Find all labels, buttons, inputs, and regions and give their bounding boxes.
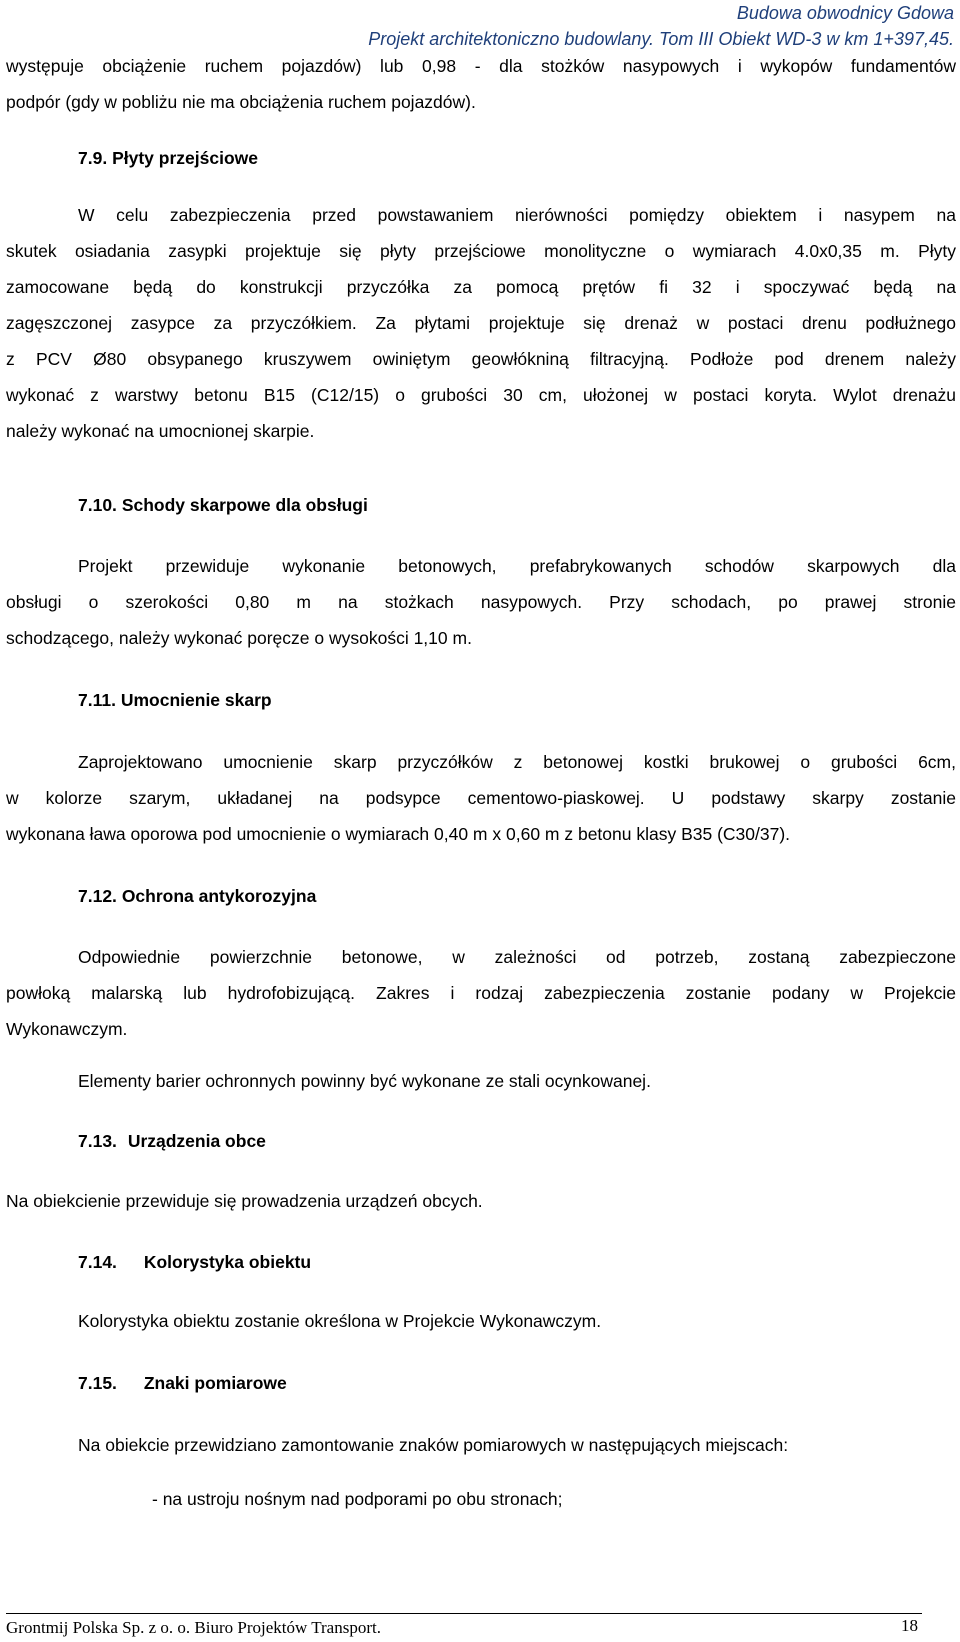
section-number: 7.12. [78,886,117,906]
section-number: 7.9. [78,148,108,168]
paragraph-line: W celu zabezpieczenia przed powstawaniem nierówności pomiędzy obiektem i nasypem na [78,205,956,225]
section-heading-7-13 [78,1131,266,1152]
section-title: Ochrona antykorozyjna [121,886,317,906]
paragraph-line: należy wykonać na umocnionej skarpie. [6,421,315,441]
section-7-12-paragraph-2: Elementy barier ochronnych powinny być wykonane ze stali ocynkowanej. [78,1071,651,1091]
paragraph-line: w kolorze szarym, układanej na podsypce cementowo-piaskowej. U podstawy skarpy zostanie [6,788,956,808]
paragraph-line: schodzącego, należy wykonać poręcze o wysokości 1,10 m. [6,628,472,648]
section-heading-7-10 [78,495,368,516]
intro-paragraph [6,48,956,120]
section-7-10-paragraph [6,548,956,656]
paragraph-line: skutek osiadania zasypki projektuje się płyty przejściowe monolityczne o wymiarach 4.0x0,35 m. Płyty [6,241,956,261]
section-number: 7.13. [78,1131,117,1151]
section-number: 7.10. [78,495,117,515]
section-number: 7.14. [78,1252,117,1272]
paragraph-line: zamocowane będą do konstrukcji przyczółka za pomocą prętów fi 32 i spoczywać będą na [6,277,956,297]
section-title: Schody skarpowe dla obsługi [121,495,368,515]
section-heading-7-14 [78,1252,311,1273]
page-number: 18 [901,1616,918,1635]
paragraph-line: zagęszczonej zasypce za przyczółkiem. Za płytami projektuje się drenaż w postaci drenu podłużnego [6,313,956,333]
paragraph-line: wykonać z warstwy betonu B15 (C12/15) o grubości 30 cm, ułożonej w postaci koryta. Wylot drenażu [6,385,956,405]
section-7-13-paragraph: Na obiekcienie przewiduje się prowadzenia urządzeń obcych. [6,1191,483,1211]
section-7-9-paragraph [6,197,956,449]
section-heading-7-12 [78,886,316,907]
header-project-title: Budowa obwodnicy Gdowa [736,3,954,23]
section-title: Umocnienie skarp [120,690,272,710]
paragraph-line: obsługi o szerokości 0,80 m na stożkach nasypowych. Przy schodach, po prawej stronie [6,592,956,612]
paragraph-line: powłoką malarską lub hydrofobizującą. Zakres i rodzaj zabezpieczenia zostanie podany w Projekcie [6,983,956,1003]
footer-company: Grontmij Polska Sp. z o. o. Biuro Projektów Transport. [6,1618,381,1637]
header-project-subtitle: Projekt architektoniczno budowlany. Tom III Obiekt WD-3 w km 1+397,45. [368,29,954,49]
section-title: Płyty przejściowe [112,148,258,168]
section-7-15-paragraph: Na obiekcie przewidziano zamontowanie znaków pomiarowych w następujących miejscach: [78,1435,789,1455]
section-heading-7-11 [78,690,272,711]
paragraph-line: z PCV Ø80 obsypanego kruszywem owiniętym geowłókniną filtracyjną. Podłoże pod drenem należy [6,349,956,369]
paragraph-line: Odpowiednie powierzchnie betonowe, w zależności od potrzeb, zostaną zabezpieczone [78,947,956,967]
section-title: Znaki pomiarowe [143,1373,287,1393]
section-7-11-paragraph [6,744,956,852]
paragraph-line: Projekt przewiduje wykonanie betonowych, prefabrykowanych schodów skarpowych dla [78,556,956,576]
section-number: 7.15. [78,1373,117,1393]
paragraph-line: Wykonawczym. [6,1019,128,1039]
paragraph-line: Zaprojektowano umocnienie skarp przyczółków z betonowej kostki brukowej o grubości 6cm, [78,752,956,772]
section-number: 7.11. [78,690,116,710]
paragraph-line: podpór (gdy w pobliżu nie ma obciążenia ruchem pojazdów). [6,92,476,112]
section-heading-7-9 [78,148,258,169]
paragraph-line: występuje obciążenie ruchem pojazdów) lub 0,98 - dla stożków nasypowych i wykopów fundamentów [6,56,956,76]
section-7-14-paragraph: Kolorystyka obiektu zostanie określona w Projekcie Wykonawczym. [78,1311,602,1331]
section-heading-7-15 [78,1373,287,1394]
footer-divider [6,1613,922,1614]
paragraph-line: wykonana ława oporowa pod umocnienie o wymiarach 0,40 m x 0,60 m z betonu klasy B35 (C30/37). [6,824,791,844]
section-7-12-paragraph [6,939,956,1047]
section-title: Urządzenia obce [127,1131,266,1151]
page-header [368,0,954,52]
list-item: - na ustroju nośnym nad podporami po obu stronach; [152,1489,563,1509]
section-title: Kolorystyka obiektu [143,1252,312,1272]
